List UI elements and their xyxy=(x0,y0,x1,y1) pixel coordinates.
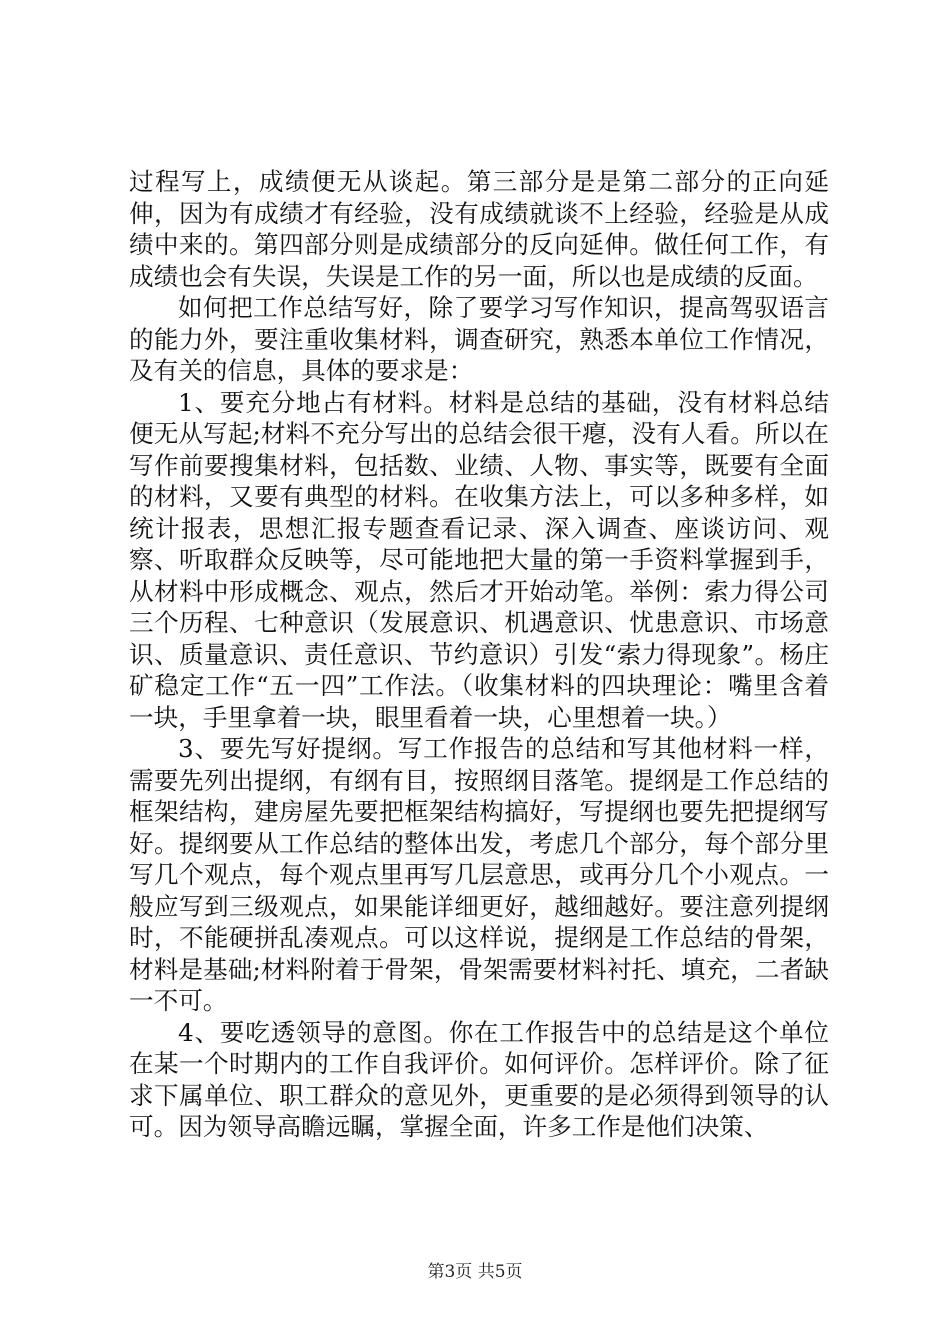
page-footer: 第3页 共5页 xyxy=(427,1262,523,1282)
paragraph: 3、要先写好提纲。写工作报告的总结和写其他材料一样，需要先列出提纲，有纲有目，按照纲目落笔。提纲是工作总结的框架结构，建房屋先要把框架结构搞好，写提纲也要先把提纲写好。提纲要从工作总结的整体出发，考虑几个部分，每个部分里写几个观点，每个观点里再写几层意思，或再分几个小观点。一般应写到三级观点，如果能详细更好，越细越好。要注意列提纲时，不能硬拼乱凑观点。可以这样说，提纲是工作总结的骨架，材料是基础;材料附着于骨架，骨架需要材料衬托、填充，二者缺一不可。 xyxy=(129,734,829,1015)
paragraph: 过程写上，成绩便无从谈起。第三部分是是第二部分的正向延伸，因为有成绩才有经验，没有成绩就谈不上经验，经验是从成绩中来的。第四部分则是成绩部分的反向延伸。做任何工作，有成绩也会有失误，失误是工作的另一面，所以也是成绩的反面。 xyxy=(129,167,829,291)
document-body xyxy=(129,166,829,1143)
paragraph: 如何把工作总结写好，除了要学习写作知识，提高驾驭语言的能力外，要注重收集材料，调查研究，熟悉本单位工作情况，及有关的信息，具体的要求是： xyxy=(129,293,829,385)
paragraph: 4、要吃透领导的意图。你在工作报告中的总结是这个单位在某一个时期内的工作自我评价。如何评价。怎样评价。除了征求下属单位、职工群众的意见外，更重要的是必须得到领导的认可。因为领导高瞻远瞩，掌握全面，许多工作是他们决策、 xyxy=(129,1017,829,1141)
paragraph: 1、要充分地占有材料。材料是总结的基础，没有材料总结便无从写起;材料不充分写出的总结会很干瘪，没有人看。所以在写作前要搜集材料，包括数、业绩、人物、事实等，既要有全面的材料，又要有典型的材料。在收集方法上，可以多种多样，如统计报表，思想汇报专题查看记录、深入调查、座谈访问、观察、听取群众反映等，尽可能地把大量的第一手资料掌握到手，从材料中形成概念、观点，然后才开始动笔。举例：索力得公司三个历程、七种意识（发展意识、机遇意识、忧患意识、市场意识、质量意识、责任意识、节约意识）引发“索力得现象”。杨庄矿稳定工作“五一四”工作法。（收集材料的四块理论：嘴里含着一块，手里拿着一块，眼里看着一块，心里想着一块。） xyxy=(129,387,829,732)
